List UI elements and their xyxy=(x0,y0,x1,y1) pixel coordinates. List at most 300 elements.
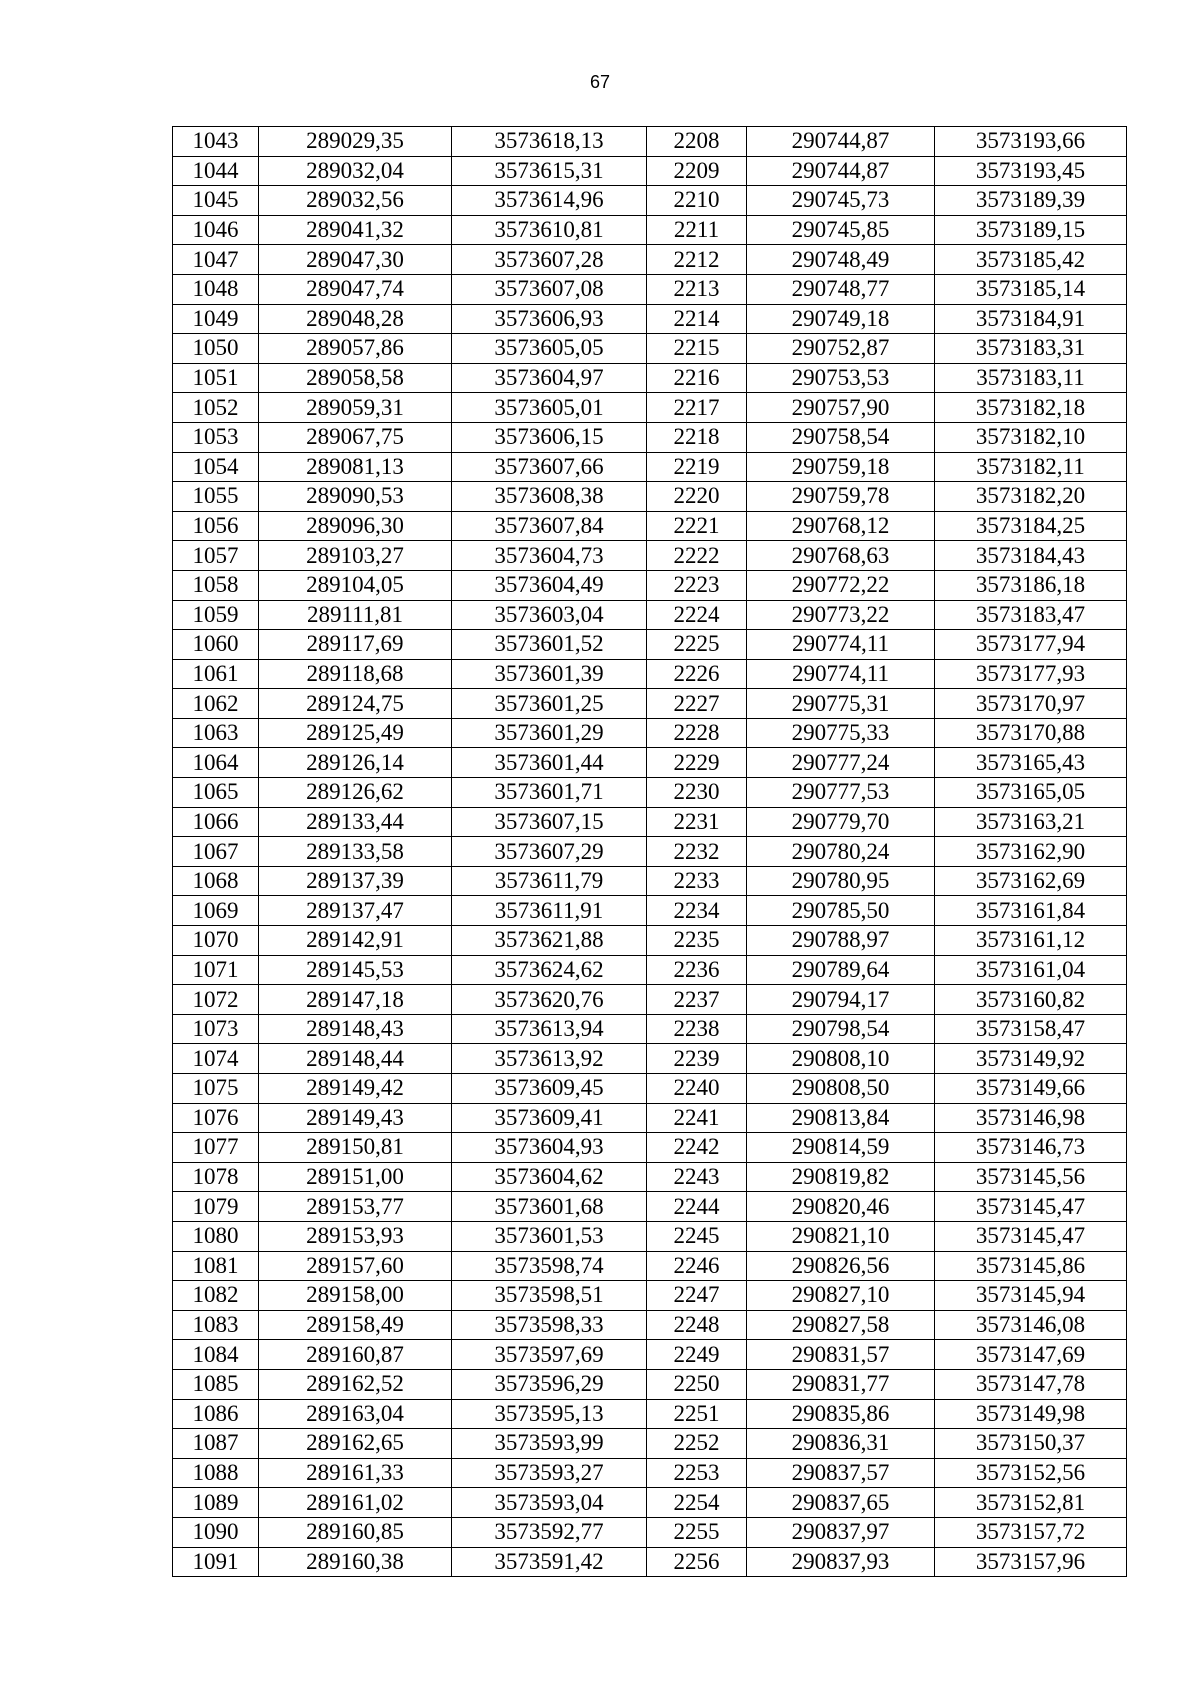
x-coordinate-cell: 289153,77 xyxy=(259,1192,452,1222)
table-row xyxy=(173,778,1127,808)
point-number-cell: 2245 xyxy=(647,1221,747,1251)
point-number-cell: 2224 xyxy=(647,600,747,630)
y-coordinate-cell: 3573611,91 xyxy=(452,896,647,926)
x-coordinate-cell: 290820,46 xyxy=(747,1192,935,1222)
y-coordinate-cell: 3573597,69 xyxy=(452,1340,647,1370)
x-coordinate-cell: 289149,43 xyxy=(259,1103,452,1133)
x-coordinate-cell: 290757,90 xyxy=(747,393,935,423)
x-coordinate-cell: 289137,47 xyxy=(259,896,452,926)
table-row xyxy=(173,689,1127,719)
x-coordinate-cell: 289104,05 xyxy=(259,570,452,600)
y-coordinate-cell: 3573184,91 xyxy=(935,304,1127,334)
point-number-cell: 1059 xyxy=(173,600,259,630)
table-row xyxy=(173,807,1127,837)
y-coordinate-cell: 3573604,97 xyxy=(452,363,647,393)
point-number-cell: 2215 xyxy=(647,334,747,364)
point-number-cell: 1085 xyxy=(173,1369,259,1399)
y-coordinate-cell: 3573598,74 xyxy=(452,1251,647,1281)
point-number-cell: 1043 xyxy=(173,127,259,157)
point-number-cell: 1091 xyxy=(173,1547,259,1577)
point-number-cell: 2210 xyxy=(647,186,747,216)
y-coordinate-cell: 3573595,13 xyxy=(452,1399,647,1429)
x-coordinate-cell: 290780,95 xyxy=(747,866,935,896)
x-coordinate-cell: 290745,73 xyxy=(747,186,935,216)
point-number-cell: 2234 xyxy=(647,896,747,926)
point-number-cell: 2231 xyxy=(647,807,747,837)
y-coordinate-cell: 3573593,99 xyxy=(452,1429,647,1459)
x-coordinate-cell: 290794,17 xyxy=(747,985,935,1015)
x-coordinate-cell: 289103,27 xyxy=(259,541,452,571)
point-number-cell: 1044 xyxy=(173,156,259,186)
y-coordinate-cell: 3573601,25 xyxy=(452,689,647,719)
x-coordinate-cell: 290768,63 xyxy=(747,541,935,571)
point-number-cell: 2218 xyxy=(647,422,747,452)
x-coordinate-cell: 290780,24 xyxy=(747,837,935,867)
table-row xyxy=(173,274,1127,304)
y-coordinate-cell: 3573604,62 xyxy=(452,1162,647,1192)
point-number-cell: 1050 xyxy=(173,334,259,364)
table-row xyxy=(173,1251,1127,1281)
point-number-cell: 2255 xyxy=(647,1517,747,1547)
x-coordinate-cell: 289133,58 xyxy=(259,837,452,867)
point-number-cell: 1082 xyxy=(173,1281,259,1311)
x-coordinate-cell: 290753,53 xyxy=(747,363,935,393)
y-coordinate-cell: 3573618,13 xyxy=(452,127,647,157)
y-coordinate-cell: 3573160,82 xyxy=(935,985,1127,1015)
point-number-cell: 2241 xyxy=(647,1103,747,1133)
y-coordinate-cell: 3573607,15 xyxy=(452,807,647,837)
coordinates-table xyxy=(172,126,1127,1577)
y-coordinate-cell: 3573609,45 xyxy=(452,1074,647,1104)
x-coordinate-cell: 289145,53 xyxy=(259,955,452,985)
table-row xyxy=(173,1281,1127,1311)
y-coordinate-cell: 3573601,44 xyxy=(452,748,647,778)
point-number-cell: 2211 xyxy=(647,215,747,245)
y-coordinate-cell: 3573601,68 xyxy=(452,1192,647,1222)
point-number-cell: 1056 xyxy=(173,511,259,541)
y-coordinate-cell: 3573157,96 xyxy=(935,1547,1127,1577)
y-coordinate-cell: 3573152,81 xyxy=(935,1488,1127,1518)
x-coordinate-cell: 290744,87 xyxy=(747,156,935,186)
x-coordinate-cell: 290798,54 xyxy=(747,1014,935,1044)
x-coordinate-cell: 289161,02 xyxy=(259,1488,452,1518)
y-coordinate-cell: 3573145,94 xyxy=(935,1281,1127,1311)
point-number-cell: 2209 xyxy=(647,156,747,186)
table-row xyxy=(173,896,1127,926)
x-coordinate-cell: 289163,04 xyxy=(259,1399,452,1429)
y-coordinate-cell: 3573185,14 xyxy=(935,274,1127,304)
x-coordinate-cell: 290827,10 xyxy=(747,1281,935,1311)
x-coordinate-cell: 290777,24 xyxy=(747,748,935,778)
table-row xyxy=(173,482,1127,512)
point-number-cell: 1086 xyxy=(173,1399,259,1429)
y-coordinate-cell: 3573596,29 xyxy=(452,1369,647,1399)
y-coordinate-cell: 3573592,77 xyxy=(452,1517,647,1547)
x-coordinate-cell: 290773,22 xyxy=(747,600,935,630)
point-number-cell: 1045 xyxy=(173,186,259,216)
y-coordinate-cell: 3573145,47 xyxy=(935,1192,1127,1222)
point-number-cell: 2233 xyxy=(647,866,747,896)
y-coordinate-cell: 3573601,29 xyxy=(452,718,647,748)
x-coordinate-cell: 289149,42 xyxy=(259,1074,452,1104)
x-coordinate-cell: 290768,12 xyxy=(747,511,935,541)
table-row xyxy=(173,1517,1127,1547)
point-number-cell: 1069 xyxy=(173,896,259,926)
y-coordinate-cell: 3573598,51 xyxy=(452,1281,647,1311)
point-number-cell: 1090 xyxy=(173,1517,259,1547)
y-coordinate-cell: 3573615,31 xyxy=(452,156,647,186)
point-number-cell: 1053 xyxy=(173,422,259,452)
point-number-cell: 2244 xyxy=(647,1192,747,1222)
y-coordinate-cell: 3573601,53 xyxy=(452,1221,647,1251)
point-number-cell: 1088 xyxy=(173,1458,259,1488)
table-row xyxy=(173,304,1127,334)
y-coordinate-cell: 3573163,21 xyxy=(935,807,1127,837)
y-coordinate-cell: 3573613,94 xyxy=(452,1014,647,1044)
y-coordinate-cell: 3573593,04 xyxy=(452,1488,647,1518)
table-row xyxy=(173,1044,1127,1074)
x-coordinate-cell: 289162,65 xyxy=(259,1429,452,1459)
point-number-cell: 2216 xyxy=(647,363,747,393)
x-coordinate-cell: 289090,53 xyxy=(259,482,452,512)
x-coordinate-cell: 289161,33 xyxy=(259,1458,452,1488)
point-number-cell: 2208 xyxy=(647,127,747,157)
y-coordinate-cell: 3573193,66 xyxy=(935,127,1127,157)
point-number-cell: 1076 xyxy=(173,1103,259,1133)
table-row xyxy=(173,718,1127,748)
point-number-cell: 1060 xyxy=(173,630,259,660)
x-coordinate-cell: 290808,10 xyxy=(747,1044,935,1074)
point-number-cell: 1052 xyxy=(173,393,259,423)
x-coordinate-cell: 290777,53 xyxy=(747,778,935,808)
point-number-cell: 1077 xyxy=(173,1133,259,1163)
x-coordinate-cell: 290821,10 xyxy=(747,1221,935,1251)
y-coordinate-cell: 3573182,11 xyxy=(935,452,1127,482)
x-coordinate-cell: 290775,31 xyxy=(747,689,935,719)
point-number-cell: 2229 xyxy=(647,748,747,778)
y-coordinate-cell: 3573146,73 xyxy=(935,1133,1127,1163)
y-coordinate-cell: 3573161,04 xyxy=(935,955,1127,985)
x-coordinate-cell: 289147,18 xyxy=(259,985,452,1015)
y-coordinate-cell: 3573613,92 xyxy=(452,1044,647,1074)
y-coordinate-cell: 3573162,69 xyxy=(935,866,1127,896)
point-number-cell: 1064 xyxy=(173,748,259,778)
x-coordinate-cell: 289158,00 xyxy=(259,1281,452,1311)
x-coordinate-cell: 289126,62 xyxy=(259,778,452,808)
y-coordinate-cell: 3573610,81 xyxy=(452,215,647,245)
point-number-cell: 2235 xyxy=(647,926,747,956)
table-row xyxy=(173,837,1127,867)
x-coordinate-cell: 290789,64 xyxy=(747,955,935,985)
table-row xyxy=(173,541,1127,571)
x-coordinate-cell: 289133,44 xyxy=(259,807,452,837)
table-row xyxy=(173,186,1127,216)
point-number-cell: 2254 xyxy=(647,1488,747,1518)
point-number-cell: 1046 xyxy=(173,215,259,245)
table-row xyxy=(173,1458,1127,1488)
point-number-cell: 2230 xyxy=(647,778,747,808)
point-number-cell: 1067 xyxy=(173,837,259,867)
point-number-cell: 1061 xyxy=(173,659,259,689)
point-number-cell: 1071 xyxy=(173,955,259,985)
point-number-cell: 1078 xyxy=(173,1162,259,1192)
point-number-cell: 2220 xyxy=(647,482,747,512)
y-coordinate-cell: 3573624,62 xyxy=(452,955,647,985)
point-number-cell: 2232 xyxy=(647,837,747,867)
x-coordinate-cell: 289162,52 xyxy=(259,1369,452,1399)
y-coordinate-cell: 3573177,93 xyxy=(935,659,1127,689)
x-coordinate-cell: 290785,50 xyxy=(747,896,935,926)
point-number-cell: 2248 xyxy=(647,1310,747,1340)
table-row xyxy=(173,985,1127,1015)
table-row xyxy=(173,1399,1127,1429)
table-row xyxy=(173,570,1127,600)
point-number-cell: 1063 xyxy=(173,718,259,748)
point-number-cell: 2226 xyxy=(647,659,747,689)
x-coordinate-cell: 289096,30 xyxy=(259,511,452,541)
point-number-cell: 1089 xyxy=(173,1488,259,1518)
x-coordinate-cell: 290819,82 xyxy=(747,1162,935,1192)
y-coordinate-cell: 3573185,42 xyxy=(935,245,1127,275)
y-coordinate-cell: 3573605,01 xyxy=(452,393,647,423)
point-number-cell: 1065 xyxy=(173,778,259,808)
x-coordinate-cell: 289118,68 xyxy=(259,659,452,689)
x-coordinate-cell: 289058,58 xyxy=(259,363,452,393)
page-number: 67 xyxy=(589,72,611,92)
x-coordinate-cell: 289160,85 xyxy=(259,1517,452,1547)
table-row xyxy=(173,156,1127,186)
x-coordinate-cell: 290808,50 xyxy=(747,1074,935,1104)
y-coordinate-cell: 3573182,18 xyxy=(935,393,1127,423)
table-row xyxy=(173,926,1127,956)
y-coordinate-cell: 3573193,45 xyxy=(935,156,1127,186)
y-coordinate-cell: 3573601,71 xyxy=(452,778,647,808)
y-coordinate-cell: 3573149,66 xyxy=(935,1074,1127,1104)
point-number-cell: 2217 xyxy=(647,393,747,423)
y-coordinate-cell: 3573162,90 xyxy=(935,837,1127,867)
x-coordinate-cell: 289160,38 xyxy=(259,1547,452,1577)
point-number-cell: 1051 xyxy=(173,363,259,393)
point-number-cell: 1057 xyxy=(173,541,259,571)
point-number-cell: 2247 xyxy=(647,1281,747,1311)
y-coordinate-cell: 3573606,93 xyxy=(452,304,647,334)
y-coordinate-cell: 3573607,08 xyxy=(452,274,647,304)
table-row xyxy=(173,1074,1127,1104)
y-coordinate-cell: 3573611,79 xyxy=(452,866,647,896)
x-coordinate-cell: 290774,11 xyxy=(747,630,935,660)
y-coordinate-cell: 3573147,69 xyxy=(935,1340,1127,1370)
point-number-cell: 2225 xyxy=(647,630,747,660)
table-row xyxy=(173,1221,1127,1251)
y-coordinate-cell: 3573620,76 xyxy=(452,985,647,1015)
y-coordinate-cell: 3573177,94 xyxy=(935,630,1127,660)
point-number-cell: 1055 xyxy=(173,482,259,512)
y-coordinate-cell: 3573607,66 xyxy=(452,452,647,482)
point-number-cell: 2239 xyxy=(647,1044,747,1074)
y-coordinate-cell: 3573621,88 xyxy=(452,926,647,956)
x-coordinate-cell: 289041,32 xyxy=(259,215,452,245)
x-coordinate-cell: 289032,04 xyxy=(259,156,452,186)
y-coordinate-cell: 3573604,73 xyxy=(452,541,647,571)
table-row xyxy=(173,393,1127,423)
x-coordinate-cell: 290831,57 xyxy=(747,1340,935,1370)
table-row xyxy=(173,1429,1127,1459)
x-coordinate-cell: 289111,81 xyxy=(259,600,452,630)
x-coordinate-cell: 289029,35 xyxy=(259,127,452,157)
y-coordinate-cell: 3573183,47 xyxy=(935,600,1127,630)
y-coordinate-cell: 3573614,96 xyxy=(452,186,647,216)
point-number-cell: 1049 xyxy=(173,304,259,334)
table-row xyxy=(173,659,1127,689)
y-coordinate-cell: 3573170,88 xyxy=(935,718,1127,748)
y-coordinate-cell: 3573145,47 xyxy=(935,1221,1127,1251)
x-coordinate-cell: 290758,54 xyxy=(747,422,935,452)
y-coordinate-cell: 3573604,93 xyxy=(452,1133,647,1163)
x-coordinate-cell: 290836,31 xyxy=(747,1429,935,1459)
y-coordinate-cell: 3573161,12 xyxy=(935,926,1127,956)
x-coordinate-cell: 290835,86 xyxy=(747,1399,935,1429)
point-number-cell: 2249 xyxy=(647,1340,747,1370)
point-number-cell: 2238 xyxy=(647,1014,747,1044)
x-coordinate-cell: 289032,56 xyxy=(259,186,452,216)
point-number-cell: 1080 xyxy=(173,1221,259,1251)
y-coordinate-cell: 3573158,47 xyxy=(935,1014,1127,1044)
y-coordinate-cell: 3573608,38 xyxy=(452,482,647,512)
table-row xyxy=(173,245,1127,275)
point-number-cell: 2240 xyxy=(647,1074,747,1104)
x-coordinate-cell: 290749,18 xyxy=(747,304,935,334)
point-number-cell: 1081 xyxy=(173,1251,259,1281)
point-number-cell: 2212 xyxy=(647,245,747,275)
x-coordinate-cell: 290774,11 xyxy=(747,659,935,689)
x-coordinate-cell: 290826,56 xyxy=(747,1251,935,1281)
y-coordinate-cell: 3573146,08 xyxy=(935,1310,1127,1340)
point-number-cell: 1070 xyxy=(173,926,259,956)
y-coordinate-cell: 3573593,27 xyxy=(452,1458,647,1488)
y-coordinate-cell: 3573186,18 xyxy=(935,570,1127,600)
y-coordinate-cell: 3573147,78 xyxy=(935,1369,1127,1399)
point-number-cell: 1047 xyxy=(173,245,259,275)
table-row xyxy=(173,1014,1127,1044)
y-coordinate-cell: 3573165,05 xyxy=(935,778,1127,808)
x-coordinate-cell: 289124,75 xyxy=(259,689,452,719)
y-coordinate-cell: 3573170,97 xyxy=(935,689,1127,719)
y-coordinate-cell: 3573603,04 xyxy=(452,600,647,630)
point-number-cell: 2221 xyxy=(647,511,747,541)
point-number-cell: 1066 xyxy=(173,807,259,837)
table-row xyxy=(173,600,1127,630)
table-row xyxy=(173,1547,1127,1577)
point-number-cell: 1074 xyxy=(173,1044,259,1074)
point-number-cell: 1072 xyxy=(173,985,259,1015)
y-coordinate-cell: 3573601,39 xyxy=(452,659,647,689)
x-coordinate-cell: 289160,87 xyxy=(259,1340,452,1370)
table-row xyxy=(173,630,1127,660)
point-number-cell: 2242 xyxy=(647,1133,747,1163)
x-coordinate-cell: 290759,78 xyxy=(747,482,935,512)
x-coordinate-cell: 290752,87 xyxy=(747,334,935,364)
table-row xyxy=(173,1340,1127,1370)
x-coordinate-cell: 289117,69 xyxy=(259,630,452,660)
point-number-cell: 2243 xyxy=(647,1162,747,1192)
y-coordinate-cell: 3573161,84 xyxy=(935,896,1127,926)
table-row xyxy=(173,215,1127,245)
y-coordinate-cell: 3573183,31 xyxy=(935,334,1127,364)
table-row xyxy=(173,127,1127,157)
table-row xyxy=(173,1103,1127,1133)
point-number-cell: 1048 xyxy=(173,274,259,304)
y-coordinate-cell: 3573607,28 xyxy=(452,245,647,275)
point-number-cell: 2256 xyxy=(647,1547,747,1577)
point-number-cell: 2228 xyxy=(647,718,747,748)
point-number-cell: 2246 xyxy=(647,1251,747,1281)
point-number-cell: 1058 xyxy=(173,570,259,600)
x-coordinate-cell: 290759,18 xyxy=(747,452,935,482)
x-coordinate-cell: 289125,49 xyxy=(259,718,452,748)
table-row xyxy=(173,866,1127,896)
table-row xyxy=(173,955,1127,985)
x-coordinate-cell: 289057,86 xyxy=(259,334,452,364)
x-coordinate-cell: 289081,13 xyxy=(259,452,452,482)
y-coordinate-cell: 3573189,15 xyxy=(935,215,1127,245)
table-row xyxy=(173,363,1127,393)
y-coordinate-cell: 3573182,10 xyxy=(935,422,1127,452)
y-coordinate-cell: 3573607,84 xyxy=(452,511,647,541)
x-coordinate-cell: 290744,87 xyxy=(747,127,935,157)
point-number-cell: 2253 xyxy=(647,1458,747,1488)
table-row xyxy=(173,422,1127,452)
y-coordinate-cell: 3573145,56 xyxy=(935,1162,1127,1192)
point-number-cell: 2214 xyxy=(647,304,747,334)
x-coordinate-cell: 289157,60 xyxy=(259,1251,452,1281)
x-coordinate-cell: 290748,49 xyxy=(747,245,935,275)
x-coordinate-cell: 289137,39 xyxy=(259,866,452,896)
x-coordinate-cell: 289047,30 xyxy=(259,245,452,275)
x-coordinate-cell: 290831,77 xyxy=(747,1369,935,1399)
y-coordinate-cell: 3573145,86 xyxy=(935,1251,1127,1281)
point-number-cell: 1083 xyxy=(173,1310,259,1340)
x-coordinate-cell: 289153,93 xyxy=(259,1221,452,1251)
table-row xyxy=(173,452,1127,482)
table-row xyxy=(173,1369,1127,1399)
table-row xyxy=(173,511,1127,541)
x-coordinate-cell: 290788,97 xyxy=(747,926,935,956)
x-coordinate-cell: 289158,49 xyxy=(259,1310,452,1340)
y-coordinate-cell: 3573146,98 xyxy=(935,1103,1127,1133)
y-coordinate-cell: 3573157,72 xyxy=(935,1517,1127,1547)
x-coordinate-cell: 290779,70 xyxy=(747,807,935,837)
coordinates-table-body xyxy=(173,127,1127,1577)
y-coordinate-cell: 3573149,92 xyxy=(935,1044,1127,1074)
x-coordinate-cell: 290837,57 xyxy=(747,1458,935,1488)
point-number-cell: 2223 xyxy=(647,570,747,600)
point-number-cell: 2219 xyxy=(647,452,747,482)
point-number-cell: 2250 xyxy=(647,1369,747,1399)
y-coordinate-cell: 3573152,56 xyxy=(935,1458,1127,1488)
point-number-cell: 2236 xyxy=(647,955,747,985)
x-coordinate-cell: 290814,59 xyxy=(747,1133,935,1163)
y-coordinate-cell: 3573591,42 xyxy=(452,1547,647,1577)
point-number-cell: 1084 xyxy=(173,1340,259,1370)
point-number-cell: 1075 xyxy=(173,1074,259,1104)
x-coordinate-cell: 290772,22 xyxy=(747,570,935,600)
x-coordinate-cell: 289150,81 xyxy=(259,1133,452,1163)
y-coordinate-cell: 3573609,41 xyxy=(452,1103,647,1133)
y-coordinate-cell: 3573182,20 xyxy=(935,482,1127,512)
y-coordinate-cell: 3573150,37 xyxy=(935,1429,1127,1459)
x-coordinate-cell: 289048,28 xyxy=(259,304,452,334)
point-number-cell: 2222 xyxy=(647,541,747,571)
